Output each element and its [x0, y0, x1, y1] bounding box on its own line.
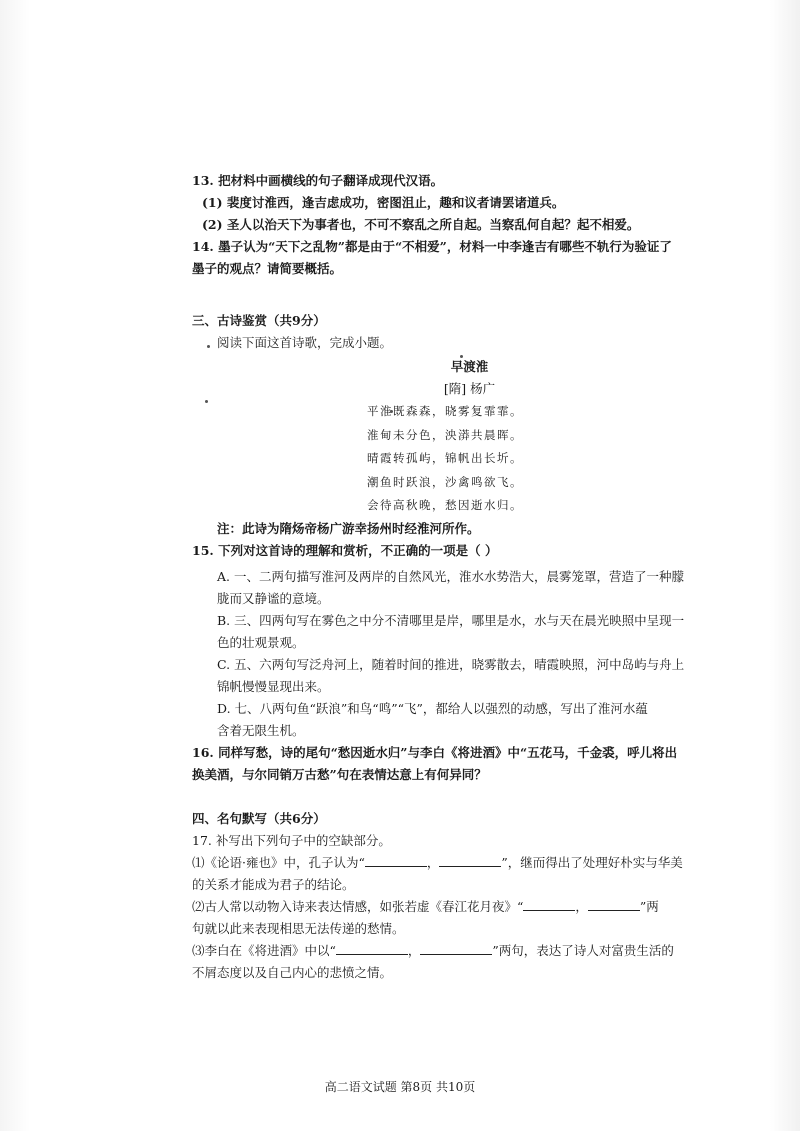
q15-option-d: D. 七、八两句鱼“跃浪”和鸟“鸣”“飞”，都给人以强烈的动感，写出了淮河水蕴 — [217, 700, 648, 716]
q15-option-d-cont: 含着无限生机。 — [217, 722, 305, 738]
poem-line: 平淮既森森，晓雾复霏霏。 — [367, 404, 523, 418]
q15-option-c-cont: 锦帆慢慢显现出来。 — [217, 678, 330, 694]
answer-blank[interactable] — [420, 940, 492, 955]
answer-blank[interactable] — [439, 852, 501, 867]
answer-blank[interactable] — [588, 896, 640, 911]
q17-item-3-text-a: ⑶李白在《将进酒》中以“ — [192, 942, 336, 958]
answer-blank[interactable] — [523, 896, 575, 911]
q15-option-b-cont: 色的壮观景观。 — [217, 634, 305, 650]
q17-item-2 — [192, 896, 712, 918]
q16-line-2: 换美酒，与尔同销万古愁”句在表情达意上有何异同？ — [192, 766, 487, 782]
page-footer: 高二语文试题 第8页 共10页 — [324, 1080, 476, 1094]
q13-stem: 13. 把材料中画横线的句子翻译成现代汉语。 — [192, 173, 444, 188]
q15-option-b: B. 三、四两句写在雾色之中分不清哪里是岸，哪里是水，水与天在晨光映照中呈现一 — [217, 612, 685, 628]
q15-option-a: A. 一、二两句描写淮河及两岸的自然风光，淮水水势浩大，晨雾笼罩，营造了一种朦 — [217, 568, 684, 584]
q17-item-3-cont: 不屑态度以及自己内心的悲愤之情。 — [192, 964, 393, 980]
q14-line-2: 墨子的观点？请简要概括。 — [192, 261, 343, 276]
q17-item-3-sep: ， — [407, 942, 421, 958]
q17-item-1-sep: ， — [426, 854, 440, 870]
q15-option-a-cont: 胧而又静谧的意境。 — [217, 590, 330, 606]
q17-item-3 — [192, 940, 712, 962]
q17-item-2-sep: ， — [575, 898, 588, 914]
section-3-intro: 阅读下面这首诗歌，完成小题。 — [217, 335, 393, 350]
q17-item-1-text-b: ”，继而得出了处理好朴实与华美 — [501, 854, 683, 870]
section-3-heading: 三、古诗鉴赏（共9分） — [192, 313, 326, 328]
poem-line: 淮甸未分色，泱漭共晨晖。 — [367, 427, 523, 442]
q14-line-1: 14. 墨子认为“天下之乱物”都是由于“不相爱”，材料一中李逢吉有哪些不轨行为验证了 — [192, 239, 672, 254]
q17-item-2-text-a: ⑵古人常以动物入诗来表达情感，如张若虚《春江花月夜》“ — [192, 898, 524, 914]
q17-item-1-text-a: ⑴《论语·雍也》中，孔子认为“ — [192, 854, 365, 870]
poem-note: 注：此诗为隋炀帝杨广游幸扬州时经淮河所作。 — [217, 520, 480, 536]
q17-stem: 17. 补写出下列句子中的空缺部分。 — [192, 832, 391, 848]
answer-blank[interactable] — [365, 852, 427, 867]
poem-line: 会待高秋晚，愁因逝水归。 — [367, 498, 523, 512]
poem-line: 晴霞转孤屿，锦帆出长圻。 — [367, 451, 523, 465]
section-4-heading: 四、名句默写（共6分） — [192, 810, 326, 826]
poem-author: [隋] 杨广 — [443, 381, 496, 396]
q17-item-1 — [192, 852, 712, 874]
answer-blank[interactable] — [336, 940, 408, 955]
exam-content — [192, 170, 712, 984]
q13-sentence-2: (2) 圣人以治天下为事者也，不可不察乱之所自起。当察乱何自起？起不相爱。 — [202, 217, 640, 232]
q13-sentence-1: (1) 裴度讨淮西，逢吉虑成功，密图沮止，趣和议者请罢诸道兵。 — [202, 195, 565, 210]
q17-item-1-cont: 的关系才能成为君子的结论。 — [192, 876, 355, 892]
q17-item-2-text-b: ”两 — [639, 898, 659, 914]
q15-option-c: C. 五、六两句写泛舟河上，随着时间的推进，晓雾散去，晴霞映照，河中岛屿与舟上 — [217, 656, 685, 672]
q16-line-1: 16. 同样写愁，诗的尾句“愁因逝水归”与李白《将进酒》中“五花马，千金裘，呼儿将出 — [192, 744, 678, 760]
poem-line: 潮鱼时跃浪，沙禽鸣欲飞。 — [367, 474, 523, 489]
q17-item-3-text-b: ”两句，表达了诗人对富贵生活的 — [492, 942, 674, 958]
poem-title: 早渡淮 — [450, 359, 489, 374]
q15-stem: 15. 下列对这首诗的理解和赏析，不正确的一项是（ ） — [192, 542, 498, 558]
q17-item-2-cont: 句就以此来表现相思无法传递的愁情。 — [192, 920, 405, 936]
